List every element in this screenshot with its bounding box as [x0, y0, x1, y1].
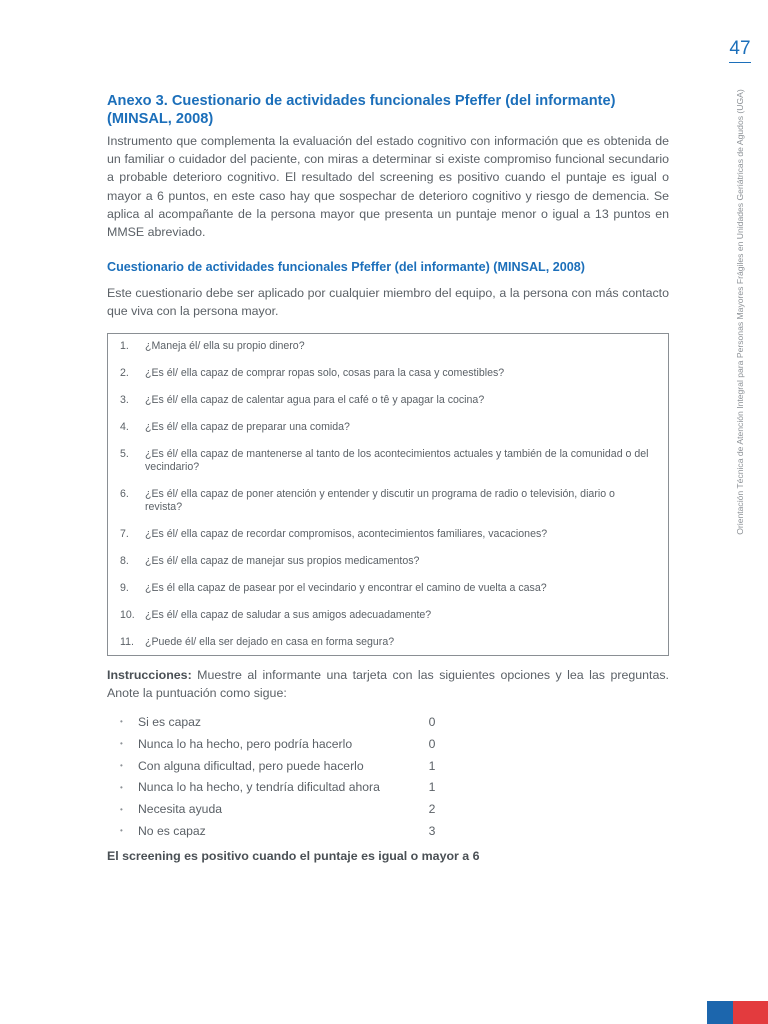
question-item	[108, 636, 668, 649]
instructions-text: Muestre al informante una tarjeta con las siguientes opciones y lea las preguntas. Anote la puntuación como sigue:	[107, 667, 669, 700]
bullet-icon: •	[120, 826, 123, 836]
score-value: 1	[428, 758, 436, 773]
question-number: 2.	[120, 366, 129, 379]
question-text: ¿Es él/ ella capaz de manejar sus propios medicamentos?	[145, 554, 420, 567]
question-number: 4.	[120, 420, 129, 433]
score-item	[107, 776, 669, 798]
question-text: ¿Es él/ ella capaz de preparar una comida?	[145, 420, 350, 433]
bullet-icon: •	[120, 739, 123, 749]
question-item	[108, 488, 668, 514]
annex-title: Anexo 3. Cuestionario de actividades funcionales Pfeffer (del informante) (MINSAL, 2008)	[107, 93, 616, 127]
bullet-icon: •	[120, 804, 123, 814]
questionnaire-title: Cuestionario de actividades funcionales Pfeffer (del informante) (MINSAL, 2008)	[107, 260, 585, 275]
question-number: 1.	[120, 339, 129, 352]
question-number: 9.	[120, 581, 129, 594]
question-text: ¿Es él/ ella capaz de recordar compromisos, acontecimientos familiares, vacaciones?	[145, 527, 548, 540]
question-number: 11.	[120, 635, 134, 648]
question-text: ¿Es él/ ella capaz de poner atención y entender y discutir un programa de radio o televisión, diario o revista?	[145, 487, 615, 513]
score-item	[107, 820, 669, 842]
score-option: No es capaz	[138, 823, 206, 838]
question-item	[108, 394, 668, 407]
score-value: 1	[428, 780, 436, 795]
flag-stripe-red	[733, 1001, 768, 1024]
questions-box	[107, 333, 669, 656]
score-item	[107, 733, 669, 755]
score-item	[107, 798, 669, 820]
score-item	[107, 711, 669, 733]
question-number: 8.	[120, 554, 129, 567]
instructions-label: Instrucciones:	[107, 667, 192, 682]
instructions-paragraph	[107, 666, 669, 702]
score-option: Si es capaz	[138, 714, 202, 729]
side-running-title: Orientación Técnica de Atención Integral para Personas Mayores Frágiles en Unidades Geriátricas de Agudos (UGA)	[735, 89, 745, 535]
question-number: 10.	[120, 608, 135, 621]
question-item	[108, 421, 668, 434]
question-number: 6.	[120, 487, 129, 500]
positive-screening-note: El screening es positivo cuando el puntaje es igual o mayor a 6	[107, 848, 480, 863]
bullet-icon: •	[120, 782, 123, 792]
flag-stripe-blue	[707, 1001, 733, 1024]
score-item	[107, 755, 669, 777]
score-option: Nunca lo ha hecho, y tendría dificultad ahora	[138, 780, 380, 795]
score-value: 2	[428, 802, 436, 817]
question-number: 3.	[120, 393, 129, 406]
score-option: Nunca lo ha hecho, pero podría hacerlo	[138, 736, 353, 751]
score-value: 0	[428, 736, 436, 751]
score-option: Con alguna dificultad, pero puede hacerlo	[138, 758, 364, 773]
question-text: ¿Es él ella capaz de pasear por el vecindario y encontrar el camino de vuelta a casa?	[145, 581, 547, 594]
question-number: 7.	[120, 527, 129, 540]
bullet-icon: •	[120, 717, 123, 727]
question-text: ¿Maneja él/ ella su propio dinero?	[145, 339, 305, 352]
question-text: ¿Es él/ ella capaz de comprar ropas solo, cosas para la casa y comestibles?	[145, 366, 505, 379]
question-text: ¿Es él/ ella capaz de saludar a sus amigos adecuadamente?	[145, 608, 432, 621]
question-text: ¿Puede él/ ella ser dejado en casa en forma segura?	[145, 635, 395, 648]
question-item	[108, 340, 668, 353]
page-number: 47	[729, 38, 751, 59]
question-text: ¿Es él/ ella capaz de mantenerse al tanto de los acontecimientos actuales y también de la comunidad o del vecindario?	[145, 447, 649, 473]
question-item	[108, 609, 668, 622]
question-item	[108, 582, 668, 595]
score-value: 3	[428, 823, 436, 838]
bullet-icon: •	[120, 761, 123, 771]
question-item	[108, 367, 668, 380]
score-option: Necesita ayuda	[138, 802, 223, 817]
applied-by-paragraph: Este cuestionario debe ser aplicado por cualquier miembro del equipo, a la persona con más contacto que viva con la persona mayor.	[107, 286, 669, 319]
question-text: ¿Es él/ ella capaz de calentar agua para el café o tê y apagar la cocina?	[145, 393, 485, 406]
question-item	[108, 528, 668, 541]
page-number-divider	[729, 62, 751, 63]
question-item	[108, 555, 668, 568]
main-content	[107, 92, 669, 865]
question-number: 5.	[120, 447, 129, 460]
score-list	[107, 711, 669, 842]
score-value: 0	[428, 714, 436, 729]
intro-paragraph: Instrumento que complementa la evaluación del estado cognitivo con información que es obtenida de un familiar o cuidador del paciente, con miras a determinar si existe compromiso funcional secundario a probable deterioro cognitivo. El resultado del screening es positivo cuando el puntaje es igual o mayor a 6 puntos, en este caso hay que sospechar de deterioro cognitivo y riesgo de demencia. Se aplica al acompañante de la persona mayor que presenta un puntaje menor o igual a 13 puntos en MMSE abreviado.	[107, 134, 669, 240]
question-item	[108, 448, 668, 474]
